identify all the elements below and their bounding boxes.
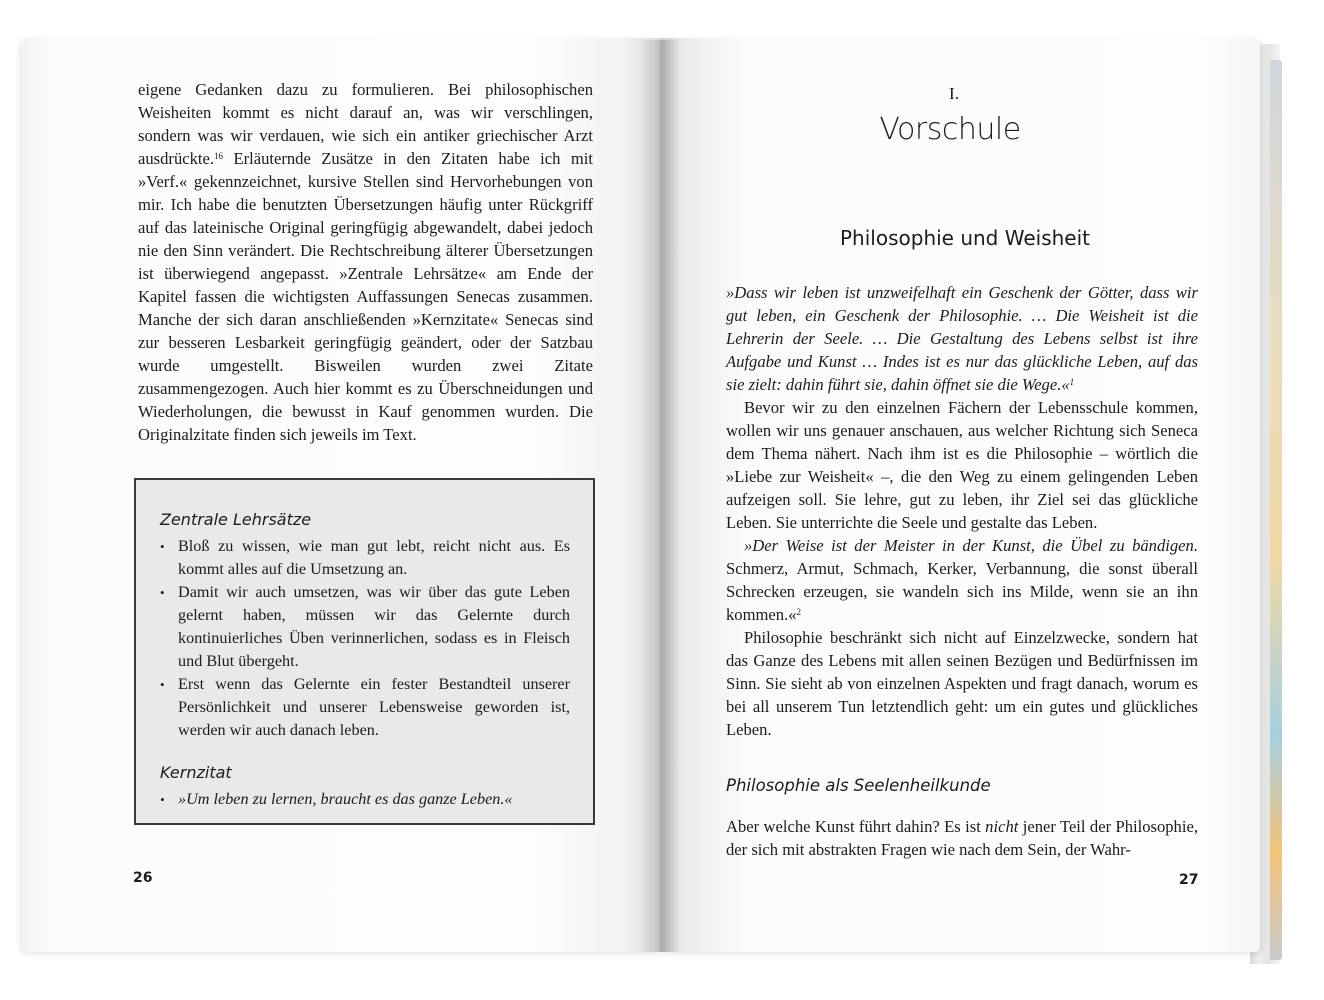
footnote-ref: 16 [214,151,224,161]
lehrsaetze-list [158,535,570,742]
page-number-left: 26 [133,870,153,886]
page-edge-color [1270,60,1282,960]
kernzitat-list [158,788,570,811]
list-item: • »Um leben zu lernen, braucht es das ganze Leben.« [158,788,570,811]
list-item: • Bloß zu wissen, wie man gut lebt, reicht nicht aus. Es kommt alles auf die Umsetzung an. [158,535,570,581]
paragraph: Philosophie beschränkt sich nicht auf Einzelzwecke, sondern hat das Ganze des Lebens mit allen seinen Bezügen und Bedürfnissen im Sinn. Sie sieht ab von einzelnen Aspekten und fragt danach, worum es bei all unserem Tun letztendlich geht: um ein gutes und glückliches Leben. [726,628,1198,739]
right-body-text-2 [726,815,1198,861]
paragraph: Bevor wir zu den einzelnen Fächern der Lebensschule kommen, wollen wir uns genauer anschauen, aus welcher Richtung sich Seneca dem Thema nähert. Nach ihm ist es die Philosophie – wörtlich die »Liebe zur Weisheit« –, die den Weg zu einem gelingenden Leben aufzeigen soll. Sie lehre, gut zu leben, ihr Ziel sei das glückliche Leben. Sie unterrichte die Seele und gestalte das Leben. [726,398,1198,532]
box-heading-lehrsaetze: Zentrale Lehrsätze [160,510,312,529]
footnote-ref: 2 [796,607,802,617]
list-item: • Damit wir auch umsetzen, was wir über das gute Leben gelernt haben, müssen wir das Gelernte durch kontinuierliches Üben verinnerlichen, sodass es in Fleisch und Blut übergeht. [158,581,570,673]
section-title: Philosophie und Weisheit [840,226,1090,250]
list-item: • Erst wenn das Gelernte ein fester Bestandteil unserer Persönlichkeit und unserer Lebensweise geworden ist, werden wir auch danach leben. [158,673,570,742]
spine-shadow [640,40,680,952]
quote-paragraph: »Der Weise ist der Meister in der Kunst, die Übel zu bändigen. Schmerz, Armut, Schmach, Kerker, Verbannung, die sonst überall Schrecken erzeugen, sie wandeln sich ins Milde, wenn sie an ihn kommen.«$^2$ [726,536,1198,624]
left-paragraph: eigene Gedanken dazu zu formulieren. Bei philosophischen Weisheiten kommt es nicht darauf an, was wir verschlingen, sondern was wir verdauen, wie sich ein antiker griechischer Arzt ausdrückte.$^{16}$ Erläuternde Zusätze in den Zitaten habe ich mit »Verf.« gekennzeichnet, kursive Stellen sind Hervorhebungen von mir. Ich habe die benutzten Übersetzungen häufig unter Rückgriff auf das lateinische Original geringfügig abgewandelt, dabei jedoch nie den Sinn verändert. Die Rechtschreibung älterer Übersetzungen ist überwiegend angepasst. »Zentrale Lehrsätze« am Ende der Kapitel fassen die wichtigsten Auffassungen Senecas zusammen. Manche der sich daran anschließenden »Kernzitate« Senecas sind zur besseren Lesbarkeit geringfügig geändert, oder der Satzbau wurde umgestellt. Bisweilen wurden zwei Zitate zusammengezogen. Auch hier kommt es zu Überschneidungen und Wiederholungen, die bewusst in Kauf genommen wurden. Die Originalzitate finden sich jeweils im Text. [138,80,593,444]
quote-block: »Dass wir leben ist unzweifelhaft ein Geschenk der Götter, dass wir gut leben, ein Geschenk der Philosophie. … Die Weisheit ist die Lehrerin der Seele. … Die Gestaltung des Lebens selbst ist ihre Aufgabe und Kunst … Indes ist es nur das glückliche Leben, auf das sie zielt: dahin führt sie, dahin öffnet sie die Wege.«$^1$ [726,283,1198,394]
summary-box [134,478,595,825]
footnote-ref: 1 [1069,377,1075,387]
left-body-text [138,78,593,446]
right-body-text [726,281,1198,741]
box-heading-kernzitat: Kernzitat [160,763,232,782]
chapter-title: Vorschule [879,112,1021,147]
chapter-number: I. [949,84,959,103]
page-number-right: 27 [1179,872,1199,888]
paragraph: Aber welche Kunst führt dahin? Es ist nicht jener Teil der Philosophie, der sich mit abstrakten Fragen wie nach dem Sein, der Wahr- [726,817,1198,859]
subheading: Philosophie als Seelenheilkunde [726,776,991,795]
